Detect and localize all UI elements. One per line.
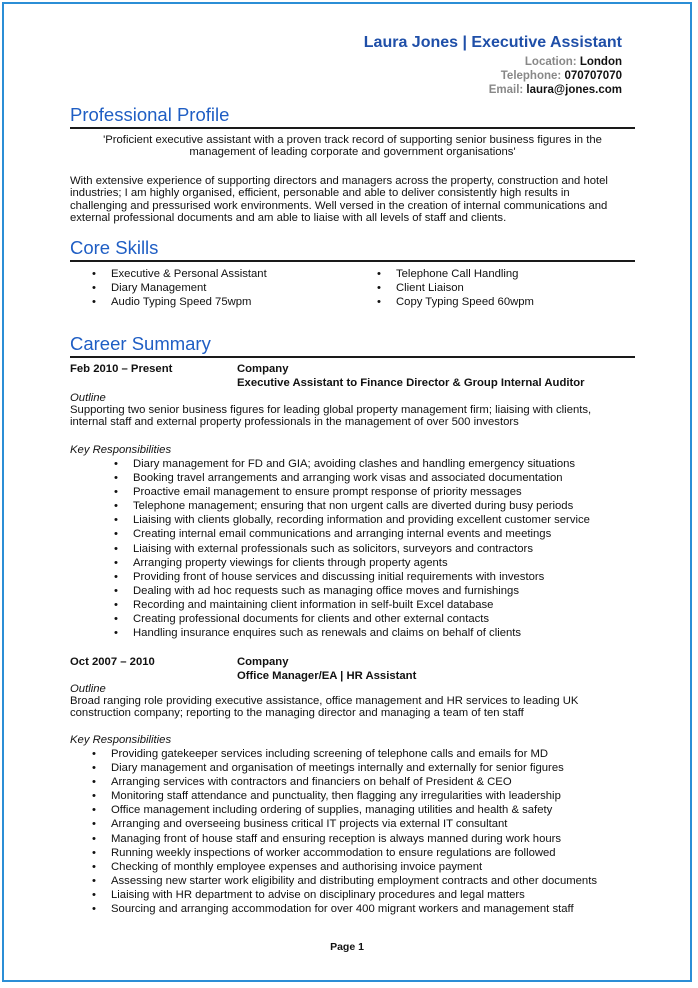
list-item: • Managing front of house staff and ensuring reception is always manned during work hours xyxy=(111,832,597,846)
responsibilities-label: Key Responsibilities xyxy=(70,444,172,456)
email-line xyxy=(364,83,622,97)
list-item: • Liaising with HR department to advise on disciplinary procedures and legal matters xyxy=(111,888,597,902)
profile-body-line: With extensive experience of supporting directors and managers across the property, construction and hotel xyxy=(70,175,608,187)
skills-heading: Core Skills xyxy=(70,237,635,262)
job-dates: Feb 2010 – Present xyxy=(70,363,173,375)
skills-list-right xyxy=(396,267,534,309)
job-company: Company xyxy=(237,656,289,668)
list-item: • Telephone Call Handling xyxy=(396,267,534,281)
email-value[interactable]: laura@jones.com xyxy=(526,84,622,96)
job-outline xyxy=(70,404,640,429)
outline-label: Outline xyxy=(70,683,106,695)
list-item: • Recording and maintaining client information in self-built Excel database xyxy=(133,598,590,612)
contact-header xyxy=(364,34,622,97)
job-company: Company xyxy=(237,363,289,375)
quote-line: 'Proficient executive assistant with a proven track record of supporting senior business figures in the xyxy=(103,134,602,146)
responsibilities-list xyxy=(133,457,590,640)
list-item: • Client Liaison xyxy=(396,281,534,295)
list-item: • Executive & Personal Assistant xyxy=(111,267,267,281)
profile-body-line: challenging and pressurised work environments. Well versed in the creation of internal communications and xyxy=(70,199,608,212)
location-value: London xyxy=(579,56,622,68)
page-number: Page 1 xyxy=(330,941,364,953)
list-item: • Diary management for FD and GIA; avoiding clashes and handling emergency situations xyxy=(133,457,590,471)
job-role: Office Manager/EA | HR Assistant xyxy=(237,670,417,682)
job-dates: Oct 2007 – 2010 xyxy=(70,656,155,668)
list-item: • Arranging property viewings for clients through property agents xyxy=(133,556,590,570)
list-item: • Office management including ordering of supplies, managing utilities and health & safety xyxy=(111,803,597,817)
career-heading: Career Summary xyxy=(70,333,635,358)
skills-list-left xyxy=(111,267,267,309)
email-label: Email: xyxy=(488,84,524,96)
list-item: • Monitoring staff attendance and punctuality, then flagging any irregularities with leadership xyxy=(111,789,597,803)
phone-label: Telephone: xyxy=(500,70,562,82)
job-outline xyxy=(70,695,640,720)
list-item: • Arranging services with contractors and financiers on behalf of President & CEO xyxy=(111,775,597,789)
list-item: • Proactive email management to ensure prompt response of priority messages xyxy=(133,485,590,499)
name-title: Laura Jones | Executive Assistant xyxy=(363,34,622,51)
outline-line: construction company; reporting to the managing director and managing a team of ten staff xyxy=(70,707,524,720)
list-item: • Sourcing and arranging accommodation for over 400 migrant workers and management staff xyxy=(111,902,597,916)
list-item: • Diary management and organisation of meetings internally and externally for senior figures xyxy=(111,761,597,775)
phone-line xyxy=(364,69,622,83)
job-role: Executive Assistant to Finance Director & Group Internal Auditor xyxy=(237,377,585,389)
list-item: • Creating internal email communications and arranging internal events and meetings xyxy=(133,527,590,541)
list-item: • Running weekly inspections of worker accommodation to ensure regulations are followed xyxy=(111,846,597,860)
list-item: • Booking travel arrangements and arranging work visas and associated documentation xyxy=(133,471,590,485)
quote-line: management of leading corporate and government organisations' xyxy=(189,146,516,159)
list-item: • Assessing new starter work eligibility and distributing employment contracts and other documents xyxy=(111,874,597,888)
responsibilities-label: Key Responsibilities xyxy=(70,734,172,746)
list-item: • Diary Management xyxy=(111,281,267,295)
list-item: • Providing gatekeeper services including screening of telephone calls and emails for MD xyxy=(111,747,597,761)
profile-heading: Professional Profile xyxy=(70,104,635,129)
list-item: • Providing front of house services and discussing initial requirements with investors xyxy=(133,570,590,584)
list-item: • Creating professional documents for clients and other external contacts xyxy=(133,612,590,626)
list-item: • Dealing with ad hoc requests such as managing office moves and furnishings xyxy=(133,584,590,598)
list-item: • Liaising with external professionals such as solicitors, surveyors and contractors xyxy=(133,542,590,556)
list-item: • Arranging and overseeing business critical IT projects via external IT consultant xyxy=(111,817,597,831)
list-item: • Liaising with clients globally, recording information and providing excellent customer service xyxy=(133,513,590,527)
outline-label: Outline xyxy=(70,392,106,404)
profile-body xyxy=(70,175,640,224)
phone-value: 070707070 xyxy=(564,70,622,82)
location-line xyxy=(364,55,622,69)
profile-body-line: industries; I am highly organised, efficient, personable and able to deliver consistently high results in xyxy=(70,187,570,200)
list-item: • Telephone management; ensuring that non urgent calls are diverted during busy periods xyxy=(133,499,590,513)
outline-line: internal staff and external property professionals in the management of over 500 investors xyxy=(70,416,519,429)
profile-body-line: external professional documents and am able to liaise with all levels of staff and clients. xyxy=(70,211,507,224)
list-item: • Audio Typing Speed 75wpm xyxy=(111,295,267,309)
outline-line: Broad ranging role providing executive assistance, office management and HR services to leading UK xyxy=(70,695,579,707)
list-item: • Copy Typing Speed 60wpm xyxy=(396,295,534,309)
resume-page xyxy=(2,2,692,982)
list-item: • Handling insurance enquires such as renewals and claims on behalf of clients xyxy=(133,626,590,640)
profile-quote xyxy=(70,134,635,159)
outline-line: Supporting two senior business figures for leading global property management firm; liaising with clients, xyxy=(70,404,592,416)
responsibilities-list xyxy=(111,747,597,916)
location-label: Location: xyxy=(524,56,577,68)
list-item: • Checking of monthly employee expenses and authorising invoice payment xyxy=(111,860,597,874)
